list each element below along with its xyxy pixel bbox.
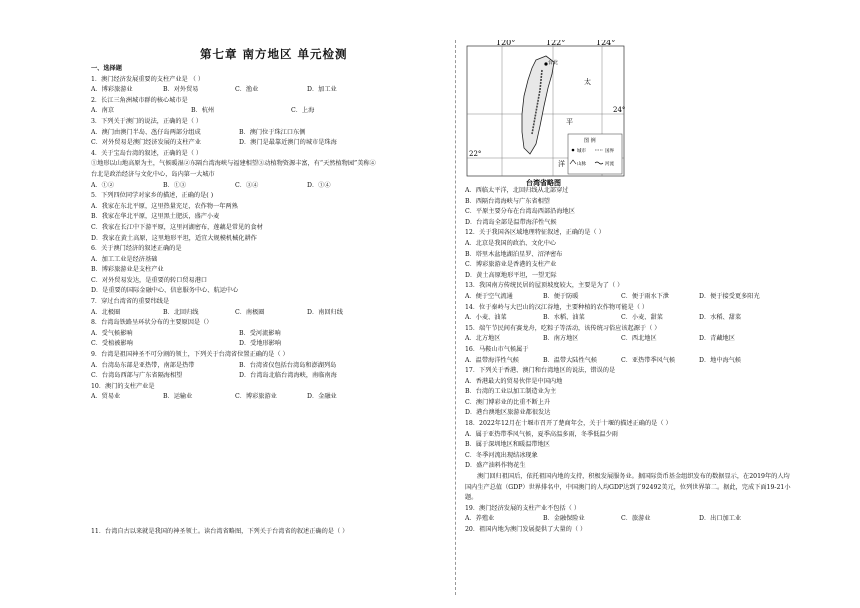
question-line: D．港台澳地区旅游业都很发达 xyxy=(465,409,551,417)
option-row xyxy=(465,334,795,345)
option-row xyxy=(465,356,795,367)
question-line: B．塔里木盆地湖泊星罗、沼泽密布 xyxy=(465,250,563,258)
question-line: D．黄土高原地形平坦，一望无际 xyxy=(465,271,557,279)
question-line: 18．2022年12月在十堰市召开了楚商年会，关于十堰的描述正确的是（ ） xyxy=(465,420,672,428)
option: A．北极圈 xyxy=(91,308,121,316)
question-line: 3．下列关于澳门的说法，正确的是（ ） xyxy=(91,117,203,125)
question-line: 17．下列关于香港、澳门和台湾地区的说法，错误的是 xyxy=(465,367,616,375)
option-row xyxy=(91,361,449,372)
option: C．渔业 xyxy=(235,86,259,94)
question-line: 10．澳门的支柱产业是 xyxy=(91,382,155,390)
legend-item: 国界 xyxy=(605,149,614,154)
question-line: 8．台湾岛铁路呈环状分布的主要原因是（） xyxy=(91,319,213,327)
option-row xyxy=(465,313,795,324)
question-line: 16．马鞍山市气候属于 xyxy=(465,345,529,353)
option: B．对外贸易 xyxy=(163,86,199,94)
option: A．受气候影响 xyxy=(91,329,133,337)
question-line: B．台湾的工业以加工制造业为主 xyxy=(465,388,557,396)
option: C．博彩旅游业 xyxy=(235,393,277,401)
question-11: 11．台湾自古以来就是我国的神圣领土。读台湾省略图，下列关于台湾省的叙述正确的是（ ） xyxy=(91,528,349,535)
option: A．南京 xyxy=(91,107,115,115)
option: B．运输业 xyxy=(163,393,193,401)
option: C．③④ xyxy=(235,181,259,189)
option: D．水稻、甜菜 xyxy=(699,314,742,322)
option: A．贸易业 xyxy=(91,393,121,401)
option: D．澳门是最靠近澳门的城市是珠海 xyxy=(239,139,337,147)
question-line: 台北是政治经济与文化中心，岛内第一大城市 xyxy=(91,170,215,178)
option: C．对外贸易是澳门经济发展的支柱产业 xyxy=(91,139,201,147)
option: B．温带大陆性气候 xyxy=(543,356,598,364)
question-line: 7．穿过台湾省的重要纬线是 xyxy=(91,298,170,306)
place-label: 洋 xyxy=(558,160,565,168)
option: A．北方地区 xyxy=(465,335,501,343)
question-line: 15．端午节民间有赛龙舟，吃粽子等活动，该传统习俗应该起源于（ ） xyxy=(465,324,661,332)
place-label: 台北 xyxy=(548,60,559,66)
legend-title: 图 例 xyxy=(584,138,596,144)
option: C．受植被影响 xyxy=(91,340,133,348)
option: B．北回归线 xyxy=(163,308,199,316)
option-row xyxy=(465,514,795,525)
question-line: C．我家在长江中下游平原，这里河湖密布，莲藕是常见的食材 xyxy=(91,223,263,231)
option: B．金融保险业 xyxy=(543,515,585,523)
option: D．便于接受更多阳光 xyxy=(699,292,760,300)
right-column xyxy=(465,186,795,536)
question-line: A．加工工业是经济基础 xyxy=(91,255,158,263)
option-row xyxy=(91,85,449,96)
question-line: B．属于深圳地区和暖温带地区 xyxy=(465,441,550,449)
question-line: A．属于亚热带季风气候，夏季高温多雨，冬季低温少雨 xyxy=(465,430,618,438)
option: A．养殖业 xyxy=(465,515,495,523)
option: A．小麦、油菜 xyxy=(465,314,507,322)
right-questions xyxy=(465,186,795,472)
option: D．出口加工业 xyxy=(699,515,742,523)
option: C．南极圈 xyxy=(235,308,265,316)
lon-label: 124° xyxy=(596,40,616,47)
taiwan-map xyxy=(466,40,626,188)
option: B．①③ xyxy=(163,181,187,189)
question-line: D．是重要的国际金融中心、信息服务中心、航运中心 xyxy=(91,287,239,295)
option-row xyxy=(91,308,449,319)
question-line: C．澳门博彩业的比重不断上升 xyxy=(465,398,551,406)
question-line: 19．澳门经济发展的支柱产业不包括（ ） xyxy=(465,504,581,512)
option-row xyxy=(91,329,449,340)
question-line: B．我家在华北平原，这里黑土肥沃，盛产小麦 xyxy=(91,213,220,221)
option: D．加工业 xyxy=(307,86,337,94)
question-line: C．平原主要分布在台湾岛西部沿海地区 xyxy=(465,208,575,216)
option-row xyxy=(91,128,449,139)
option-row xyxy=(91,181,449,192)
passage: 澳门回归祖国后，依托祖国内地的支持，积极发展服务业。据国际货币基金组织发布的数据显示，在2019年的人均国内生产总值（GDP）世界排名中，中国澳门的人均GDP达到了92492美元，位列世界第二。据此，完成下面19-21小题。 xyxy=(465,473,791,502)
question-line: A．北京是我国的政治、文化中心 xyxy=(465,239,557,247)
option-row xyxy=(91,339,449,350)
option: D．①④ xyxy=(307,181,331,189)
legend-item: 城市 xyxy=(577,149,586,154)
question-line: 13．我国南方传统民居的屋顶坡度较大，主要是为了（ ） xyxy=(465,282,624,290)
section-heading: 一、选择题 xyxy=(91,65,122,72)
option: C．亚热带季风气候 xyxy=(621,356,676,364)
question-line: A．西临太平洋，北回归线从北部穿过 xyxy=(465,187,569,194)
option: B．受河流影响 xyxy=(239,329,281,337)
question-line: 9．台湾是祖国神圣不可分割的领土，下列关于台湾省位置正确的是（ ） xyxy=(91,351,289,359)
question-line: 12．关于我国各区域地理特征叙述，正确的是（ ） xyxy=(465,229,605,237)
question-line: C．对外贸易发达，是重要的转口贸易港口 xyxy=(91,276,208,284)
option: B．南方地区 xyxy=(543,335,579,343)
option: C．西北地区 xyxy=(621,335,657,343)
option: A．澳门由澳门半岛、氹仔岛两部分组成 xyxy=(91,128,201,136)
option: C．旅游业 xyxy=(621,515,651,523)
option-row xyxy=(465,292,795,303)
option: D．金融业 xyxy=(307,393,337,401)
option: A．温带海洋性气候 xyxy=(465,356,519,364)
option: D．青藏地区 xyxy=(699,335,735,343)
question-line: 1．澳门经济发展重要的支柱产业是 （ ） xyxy=(91,75,205,83)
option: D．南回归线 xyxy=(307,308,343,316)
lon-label: 120° xyxy=(496,40,516,47)
option: C．台湾岛西部与广东省隔海相望 xyxy=(91,372,183,380)
option-row xyxy=(91,138,449,149)
question-line: C．博彩旅游业是香港的支柱产业 xyxy=(465,261,557,269)
column-divider xyxy=(455,40,456,595)
lat-label: 22° xyxy=(469,150,482,158)
question-line: 4．关于宝岛台湾的叙述，正确的是（ ） xyxy=(91,149,203,157)
left-column xyxy=(91,64,449,403)
option: C．小麦、甜菜 xyxy=(621,314,663,322)
option: C．便于雨水下泄 xyxy=(621,292,670,300)
page-title: 第七章 南方地区 单元检测 xyxy=(200,47,348,61)
option: B．澳门位于珠江口东侧 xyxy=(239,128,306,136)
option: B．水稻、油菜 xyxy=(543,314,585,322)
question-line: A．香港最大的贸易伙伴是中国内地 xyxy=(465,377,563,385)
option: A．台湾岛东部是亚热带，南部是热带 xyxy=(91,361,195,369)
map-caption: 台湾省略图 xyxy=(526,178,561,187)
option: A．①② xyxy=(91,181,115,189)
option: B．便于防暖 xyxy=(543,292,579,300)
question-line: ①地形以山地高原为主，气候暖湿②东隔台湾海峡与福建相望③动植物资源丰富，有“天然植物园”美称④ xyxy=(91,160,376,168)
place-label: 平 xyxy=(566,118,573,126)
option: B．台湾省仅包括台湾岛和澎湖列岛 xyxy=(239,361,337,369)
legend-item: 山脉 xyxy=(577,162,586,167)
option: A．博彩旅游业 xyxy=(91,86,133,94)
question-line: A．我家在东北平原，这里热量充足，农作物一年两熟 xyxy=(91,202,238,210)
question-line: 2．长江三角洲城市群的核心城市是 xyxy=(91,96,188,104)
option: A．便于空气流通 xyxy=(465,292,513,300)
right-tail-questions xyxy=(465,504,795,536)
option-row xyxy=(91,371,449,382)
option: D．地中海气候 xyxy=(699,356,742,364)
option: D．受地形影响 xyxy=(239,340,282,348)
option-row xyxy=(91,392,449,403)
option: D．台湾岛北临台湾海峡，南临南海 xyxy=(239,372,337,380)
legend-item: 河流 xyxy=(605,162,614,167)
lon-label: 122° xyxy=(546,40,566,47)
question-line: 5．下列四位同学对家乡的描述，正确的是( ) xyxy=(91,192,214,200)
option-row xyxy=(91,106,449,117)
question-line: D．台湾岛全部是温带海洋性气候 xyxy=(465,218,557,226)
lat-label: 24° xyxy=(613,106,626,114)
question-line: 6．关于澳门经济的叙述正确的是 xyxy=(91,245,182,253)
question-line: D．盛产油料作物花生 xyxy=(465,462,526,470)
question-line: 14．位于秦岭与大巴山的汉江谷地，主要种植的农作物可能是（ ） xyxy=(465,303,649,311)
option: C．上海 xyxy=(291,107,315,115)
question-line: C．冬季河流出现结冰现象 xyxy=(465,451,538,459)
question-line: 20．祖国内地为澳门发展提供了大量的（ ） xyxy=(465,526,587,533)
question-line: B．博彩旅游业是支柱产业 xyxy=(91,266,164,274)
question-line: D．我家在黄土高原，这里地形平坦，适宜大规模机械化耕作 xyxy=(91,234,257,242)
place-label: 太 xyxy=(584,78,591,86)
option: B．杭州 xyxy=(191,107,215,115)
question-line: B．西隔台湾海峡与广东省相望 xyxy=(465,197,550,205)
